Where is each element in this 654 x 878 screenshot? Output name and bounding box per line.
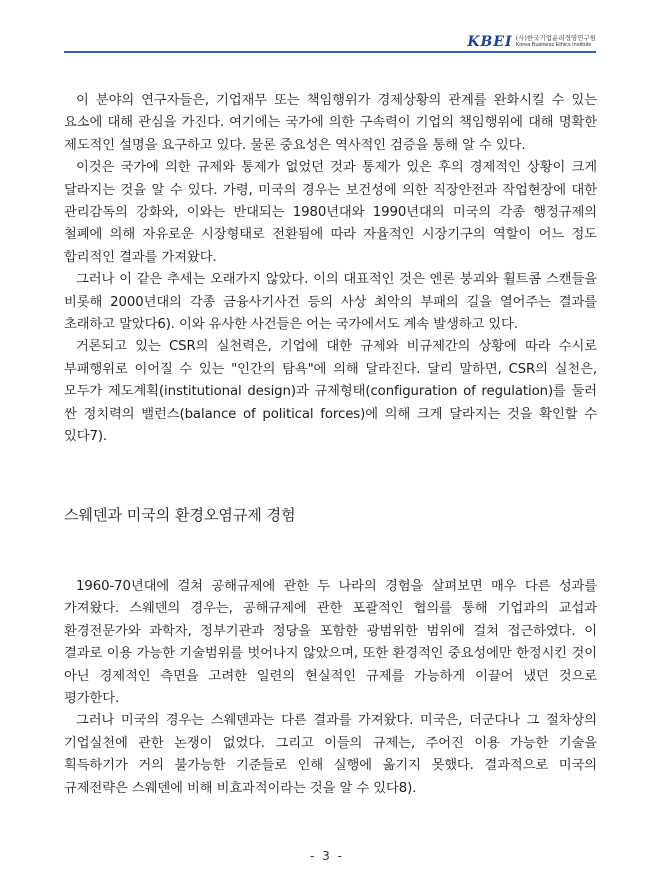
section-2-body — [64, 576, 597, 800]
paragraph: 이 분야의 연구자들은, 기업재무 또는 책임행위가 경제상황의 관계를 완화시킬 수 있는 요소에 대해 관심을 가진다. 여기에는 국가에 의한 구속력이 기업의 책임행위에 대해 명확한 제도적인 설명을 요구하고 있다. 물론 중요성은 역사적인 검증을 통해 알 수 있다. — [64, 93, 597, 153]
page-number: - 3 - — [310, 849, 344, 863]
kbei-logo — [467, 33, 596, 51]
logo-korean-name: (사)한국기업윤리경영연구원 — [515, 34, 596, 42]
section-heading: 스웨덴과 미국의 환경오염규제 경험 — [64, 506, 296, 524]
page-header — [0, 0, 654, 56]
logo-mark: KBEI — [467, 34, 513, 50]
paragraph: 1960-70년대에 걸쳐 공해규제에 관한 두 나라의 경험을 살펴보면 매우 다른 성과를 가져왔다. 스웨덴의 경우는, 공해규제에 관한 포괄적인 협의를 통해 기업과의 교섭과 환경전문가와 과학자, 정부기관과 정당을 포함한 광범위한 범위에 걸쳐 접근하였다. 이 결과로 이용 가능한 기술범위를 벗어나지 않았으며, 또한 환경적인 중요성에만 한정시킨 것이 아닌 경제적인 측면을 고려한 일련의 현실적인 규제를 가능하게 이끌어 냈던 것으로 평가한다. — [64, 579, 597, 707]
logo-english-name: Korea Business Ethics Institute — [515, 42, 592, 48]
paragraph: 그러나 미국의 경우는 스웨덴과는 다른 결과를 가져왔다. 미국은, 더군다나 그 절차상의 기업실천에 관한 논쟁이 없었다. 그리고 이들의 규제는, 주어진 이용 가능한 기술을 획득하기가 거의 불가능한 기준들로 인해 실행에 옮기지 못했다. 결과적으로 미국의 규제전략은 스웨덴에 비해 비효과적이라는 것을 알 수 있다8). — [64, 713, 597, 796]
header-rule — [64, 51, 596, 53]
section-1-body — [64, 90, 597, 449]
paragraph: 그러나 이 같은 추세는 오래가지 않았다. 이의 대표적인 것은 엔론 붕괴와 휠트콤 스캔들을 비롯해 2000년대의 각종 금융사기사건 등의 사상 최악의 부패의 길을 열어주는 결과를 초래하고 말았다6). 이와 유사한 사건들은 어는 국가에서도 계속 발생하고 있다. — [64, 272, 597, 333]
paragraph: 거론되고 있는 CSR의 실천력은, 기업에 대한 규제와 비규제간의 상황에 따라 수시로 부패행위로 이어질 수 있는 "인간의 탐욕"에 의해 달라진다. 달리 말하면, CSR의 실천은, 모두가 제도계획(institutional design)과 규제형태(configuration of regulation)를 둘러 싼 정치력의 밸런스(balance of political forces)에 의해 크게 달라지는 것을 확인할 수 있다7). — [64, 339, 597, 445]
logo-text — [516, 35, 596, 49]
paragraph: 이것은 국가에 의한 규제와 통제가 없었던 것과 통제가 있은 후의 경제적인 상황이 크게 달라지는 것을 알 수 있다. 가령, 미국의 경우는 보건성에 의한 직장안전과 작업현장에 대한 관리감독의 강화와, 이와는 반대되는 1980년대와 1990년대의 미국의 각종 행정규제의 철폐에 의해 자유로운 시장형태로 전환됨에 따라 자율적인 시장기구의 역할이 어느 정도 합리적인 결과를 가져왔다. — [64, 160, 597, 265]
